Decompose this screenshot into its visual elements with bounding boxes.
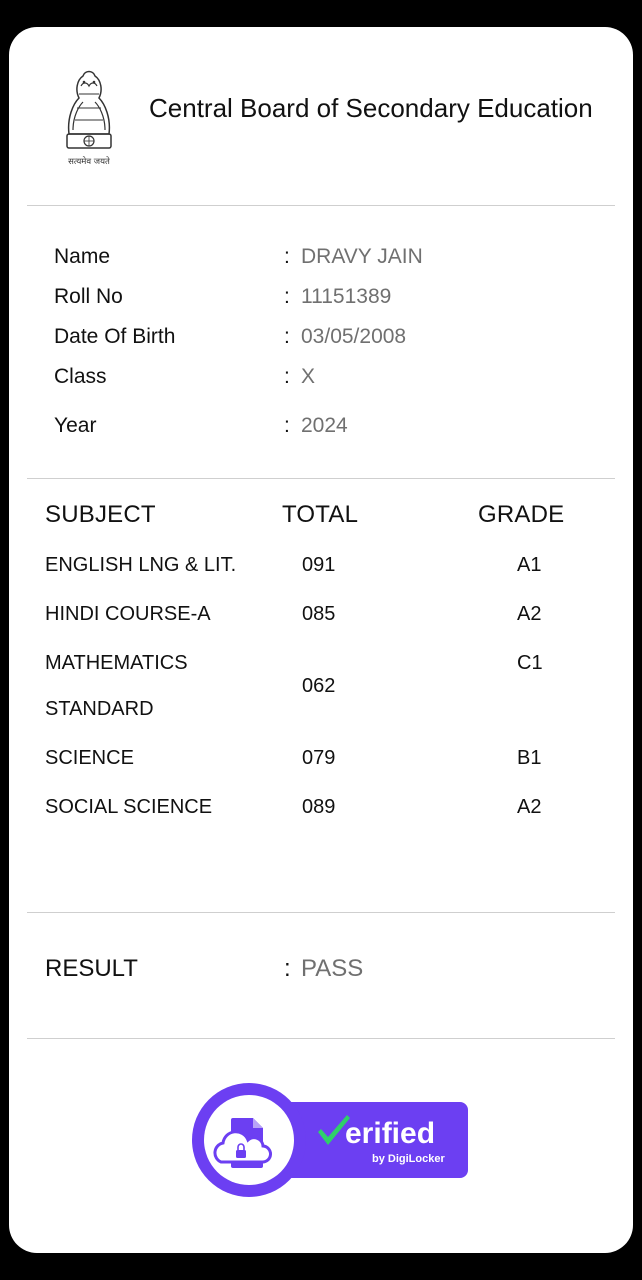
total-cell: 062 [302, 675, 336, 697]
year-value: 2024 [301, 414, 348, 437]
class-separator: : [284, 365, 290, 388]
total-cell: 079 [302, 747, 336, 769]
info-divider [27, 478, 615, 479]
subject-header: SUBJECT [45, 501, 156, 528]
result-separator: : [284, 955, 291, 982]
grade-cell: A2 [517, 796, 542, 818]
table-divider [27, 912, 615, 913]
class-value: X [301, 365, 316, 388]
class-label: Class [54, 365, 107, 388]
subject-cell: HINDI COURSE-A [45, 603, 211, 625]
roll-no-value: 11151389 [301, 285, 392, 308]
dob-separator: : [284, 325, 290, 348]
name-separator: : [284, 245, 290, 268]
national-emblem-icon [53, 60, 125, 170]
subject-cell: SCIENCE [45, 747, 134, 769]
name-label: Name [54, 245, 111, 268]
digilocker-text: by DigiLocker [372, 1153, 445, 1165]
total-cell: 089 [302, 796, 336, 818]
emblem-motto: सत्यमेव जयते [68, 157, 110, 167]
year-label: Year [54, 414, 97, 437]
total-cell: 091 [302, 554, 336, 576]
grade-header: GRADE [478, 501, 565, 528]
roll-no-separator: : [284, 285, 290, 308]
result-label: RESULT [45, 955, 138, 982]
grade-cell: A1 [517, 554, 542, 576]
grade-cell: B1 [517, 747, 542, 769]
total-header: TOTAL [282, 501, 359, 528]
grade-cell: A2 [517, 603, 542, 625]
result-divider [27, 1038, 615, 1039]
total-cell: 085 [302, 603, 336, 625]
verified-text: erified [345, 1117, 436, 1150]
roll-no-label: Roll No [54, 285, 123, 308]
dob-label: Date Of Birth [54, 325, 176, 348]
grade-cell: C1 [517, 652, 543, 674]
subject-cell-line2: STANDARD [45, 698, 154, 720]
subject-cell-line1: MATHEMATICS [45, 652, 188, 674]
result-value: PASS [301, 955, 364, 982]
year-separator: : [284, 414, 290, 437]
subject-cell: ENGLISH LNG & LIT. [45, 554, 237, 576]
dob-value: 03/05/2008 [301, 325, 407, 348]
header-divider [27, 205, 615, 206]
subject-cell: SOCIAL SCIENCE [45, 796, 213, 818]
name-value: DRAVY JAIN [301, 245, 423, 268]
result-card [9, 27, 633, 1253]
board-title: Central Board of Secondary Education [149, 93, 593, 123]
